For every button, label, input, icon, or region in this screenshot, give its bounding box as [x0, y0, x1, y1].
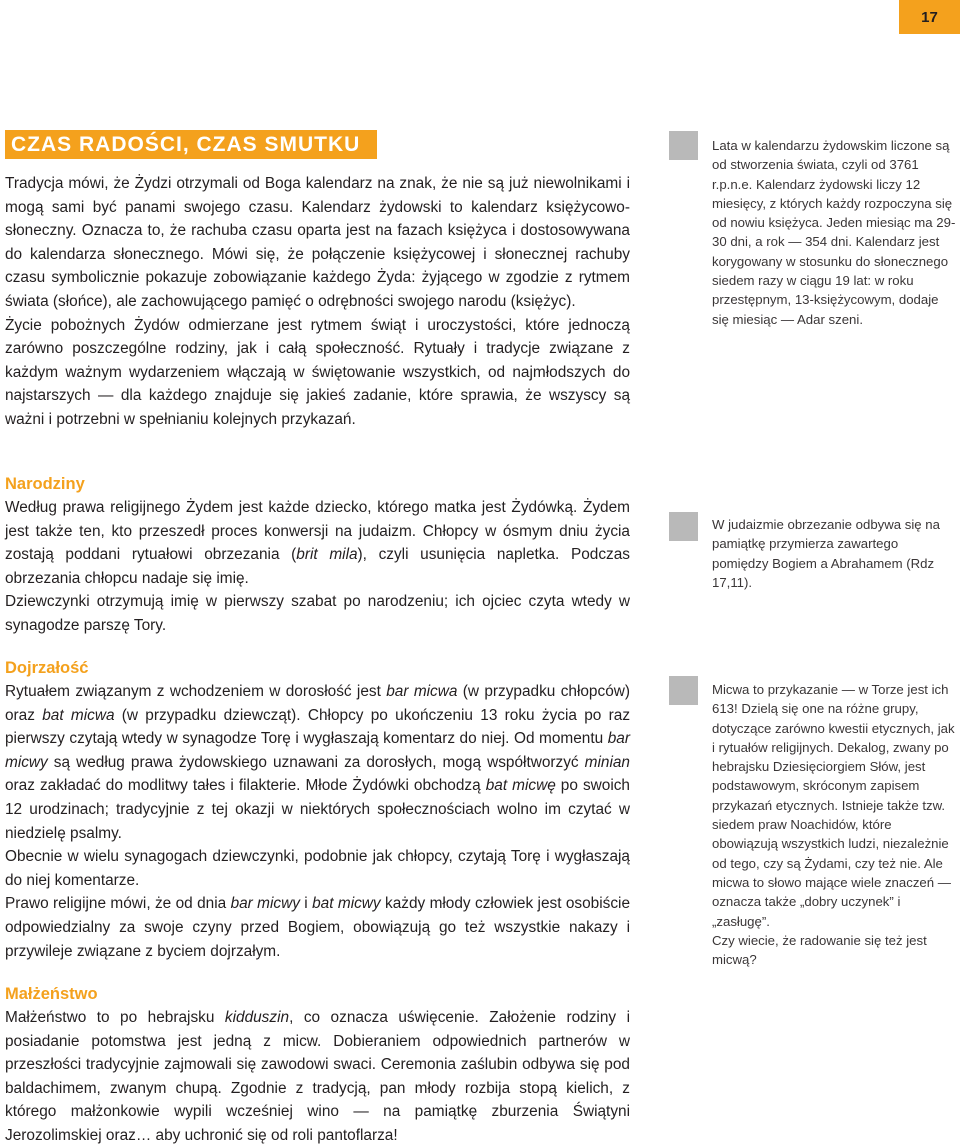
section-heading-narodziny: Narodziny: [5, 475, 85, 493]
section-heading-malzenstwo: Małżeństwo: [5, 985, 98, 1003]
dojrzalosc-paragraph-1: Rytuałem związanym z wchodzeniem w dorosłość jest bar micwa (w przypadku chłopców) oraz bat micwa (w przypadku dziewcząt). Chłopcy po ukończeniu 13 roku życia po raz pierwszy czytają wtedy w synagodze Torę i wygłaszają komentarz do niej. Od momentu bar micwy są według prawa żydowskiego uznawani za dorosłych, mogą współtworzyć minian oraz zakładać do modlitwy tałes i filakterie. Młode Żydówki obchodzą bat micwę po swoich 12 urodzinach; tradycyjnie z tej okazji w niektórych społecznościach wolno im czytać w niedzielę psalmy.: [5, 683, 631, 842]
section-heading-dojrzalosc: Dojrzałość: [5, 659, 89, 677]
sidenote-micwa-text: Micwa to przykazanie — w Torze jest ich 613! Dzielą się one na różne grupy, dotyczące zarówno kwestii etycznych, jak i rytuałów religijnych. Dekalog, zwany po hebrajsku Dziesięciorgiem Słów, jest podstawowym, skróconym zapisem przykazań etycznych. Istnieje także tzw. siedem praw Noachidów, które obowiązują wszystkich ludzi, niezależnie od tego, czy są Żydami, czy też nie. Ale micwa to słowo mające wiele znaczeń — oznacza także „dobry uczynek” i „zasługę”.: [712, 682, 955, 929]
sidenote-circumcision-text: W judaizmie obrzezanie odbywa się na pamiątkę przymierza zawartego pomiędzy Bogiem a Abrahamem (Rdz 17,11).: [712, 517, 940, 590]
dojrzalosc-paragraph-3: Prawo religijne mówi, że od dnia bar micwy i bat micwy każdy młody człowiek jest osobiście odpowiedzialny za swoje czyny przed Bogiem, obowiązują go też wszystkie nakazy i przywileje związane z byciem dojrzałym.: [5, 895, 631, 960]
sidenote-calendar-text: Lata w kalendarzu żydowskim liczone są od stworzenia świata, czyli od 3761 r.p.n.e. Kalendarz żydowski liczy 12 miesięcy, z których każdy rozpoczyna się od nowiu księżyca. Jeden miesiąc ma 29-30 dni, a rok — 354 dni. Kalendarz jest korygowany w stosunku do słonecznego siedem razy w ciągu 19 lat: w roku przestępnym, 13-księżycowym, dodaje się miesiąc — Adar szeni.: [712, 138, 956, 327]
sidenote-micwa-question: Czy wiecie, że radowanie się też jest micwą?: [712, 932, 927, 968]
term-brit-mila: brit mila: [296, 546, 358, 564]
term-kidduszin: kidduszin: [224, 1009, 290, 1026]
sidenote-marker-square: [669, 131, 698, 160]
sidenote-circumcision: [712, 515, 958, 592]
sidenote-marker-square: [669, 512, 698, 541]
sidenote-calendar: [712, 136, 958, 329]
narodziny-paragraph-2: Dziewczynki otrzymują imię w pierwszy szabat po narodzeniu; ich ojciec czyta wtedy w synagodze parszę Tory.: [5, 593, 630, 634]
sidenote-micwa: [712, 680, 958, 969]
intro-section: [5, 172, 630, 432]
chapter-title: CZAS RADOŚCI, CZAS SMUTKU: [5, 130, 377, 159]
narodziny-paragraph-1: Według prawa religijnego Żydem jest każde dziecko, którego matka jest Żydówką. Żydem jest także ten, kto przeszedł proces konwersji na judaizm. Chłopcy w ósmym dniu życia zostają poddani rytuałowi obrzezania (brit mila), czyli usunięcia napletka. Podczas obrzezania chłopcu nadaje się imię.: [5, 499, 630, 587]
dojrzalosc-paragraph-2: Obecnie w wielu synagogach dziewczynki, podobnie jak chłopcy, czytają Torę i wygłaszają do niej komentarze.: [5, 848, 630, 889]
section-malzenstwo: [5, 982, 630, 1148]
malzenstwo-paragraph-1: Małżeństwo to po hebrajsku kidduszin, co oznacza uświęcenie. Założenie rodziny i posiadanie potomstwa jest jedną z micw. Dobieraniem odpowiednich partnerów w przeszłości tradycyjnie zajmowali się zawodowi swaci. Ceremonia zaślubin odbywa się pod baldachimem, zwanym chupą. Zgodnie z tradycją, pan młody rozbija stopą kielich, z którego małżonkowie wypili wcześniej wino — na pamiątkę zburzenia Świątyni Jerozolimskiej oraz… aby uchronić się od roli pantoflarza!: [5, 1009, 630, 1144]
intro-paragraph-2: Życie pobożnych Żydów odmierzane jest rytmem świąt i uroczystości, które jednoczą zarówno poszczególne rodziny, jak i całą społeczność. Rytuały i tradycje związane z każdym ważnym wydarzeniem włączają w świętowanie wszystkich, od najmłodszych do najstarszych — dla każdego znajduje się jakieś zadanie, które sprawia, że wszyscy są ważni i potrzebni w spełnianiu kolejnych przykazań.: [5, 316, 630, 428]
section-dojrzalosc: [5, 656, 630, 963]
section-narodziny: [5, 472, 630, 638]
intro-paragraph-1: Tradycja mówi, że Żydzi otrzymali od Boga kalendarz na znak, że nie są już niewolnikami i mogą sami być panami swojego czasu. Kalendarz żydowski to kalendarz księżycowo-słoneczny. Oznacza to, że rachuba czasu oparta jest na fazach księżyca i dostosowywana do kalendarza słonecznego. Mówi się, że połączenie księżycowej i słonecznej rachuby czasu symbolicznie pokazuje zobowiązanie każdego Żyda: żyjącego w zgodzie z rytmem świata (słońce), ale zachowującego pamięć o odrębności swojego narodu (księżyc).: [5, 175, 630, 310]
page-number: 17: [899, 0, 960, 34]
sidenote-marker-square: [669, 676, 698, 705]
